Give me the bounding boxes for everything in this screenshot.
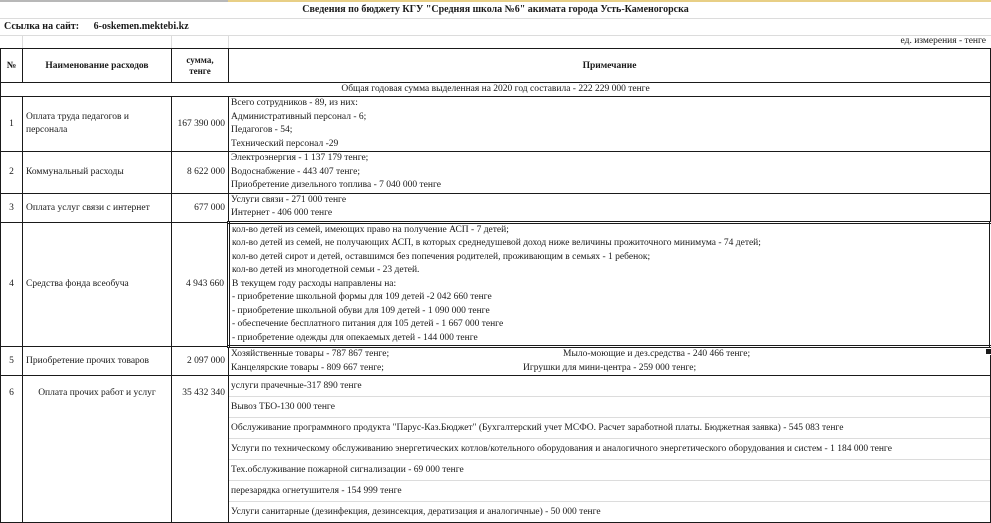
unit-note: ед. измерения - тенге (900, 36, 986, 46)
row-num: 5 (1, 347, 23, 376)
site-link-row (4, 18, 189, 35)
note-line: Административный персонал - 6; (231, 111, 367, 122)
selection-handle[interactable] (985, 348, 991, 355)
note-line (229, 362, 990, 376)
table-row (1, 97, 991, 152)
col-header-sum: сумма, тенге (172, 49, 229, 83)
note-line: Обслуживание программного продукта "Парус-Каз.Бюджет" (Бухгалтерский учет МСФО. Расчет заработной платы. Бюджетная заявка) - 545 083 тенге (229, 418, 990, 439)
row-name: Коммунальный расходы (23, 152, 172, 194)
table-row (1, 376, 991, 523)
col-header-name: Наименование расходов (23, 49, 172, 83)
note-line: Услуги связи - 271 000 тенге (231, 194, 347, 205)
grid-line (0, 35, 991, 36)
note-line: Вывоз ТБО-130 000 тенге (229, 397, 990, 418)
note-line: - приобретение школьной обуви для 109 детей - 1 090 000 тенге (232, 305, 490, 316)
row-note (229, 376, 991, 523)
row-name: Оплата услуг связи с интернет (23, 193, 172, 222)
note-line: услуги прачечные-317 890 тенге (229, 376, 990, 397)
note-line: Всего сотрудников - 89, из них: (231, 98, 358, 108)
row-name: Оплата прочих работ и услуг (23, 376, 172, 523)
site-label: Ссылка на сайт: (4, 21, 80, 32)
row-note (229, 97, 991, 152)
row-name: Оплата труда педагогов и персонала (23, 97, 172, 152)
total-line: Общая годовая сумма выделенная на 2020 год составила - 222 229 000 тенге (1, 83, 991, 97)
note-line: Электроэнергия - 1 137 179 тенге; (231, 153, 369, 163)
note-right: Игрушки для мини-центра - 259 000 тенге; (523, 362, 697, 373)
row-note (229, 347, 991, 376)
sheet-title: Сведения по бюджету КГУ "Средняя школа №6" акимата города Усть-Каменогорска (302, 4, 689, 15)
grid-line (22, 35, 23, 48)
note-line: Услуги санитарные (дезинфекция, дезинсекция, дератизация и аналогичные) - 50 000 тенге (231, 507, 601, 517)
note-line: - приобретение одежды для опекаемых детей - 144 000 тенге (232, 332, 478, 343)
note-line: - обеспечение бесплатного питания для 105 детей - 1 667 000 тенге (232, 319, 504, 329)
note-line: Технический персонал -29 (231, 138, 339, 149)
note-line: кол-во детей сирот и детей, оставшимся без попечения родителей, проживающим в семьях - 1 ребенок; (232, 251, 651, 262)
row-num: 3 (1, 193, 23, 222)
row-sum: 2 097 000 (172, 347, 229, 376)
budget-table (0, 48, 991, 523)
table-row (1, 347, 991, 376)
row-num: 2 (1, 152, 23, 194)
row-sum: 4 943 660 (172, 222, 229, 347)
total-row (1, 83, 991, 97)
note-line: Услуги по техническому обслуживанию энергетических котлов/котельного оборудования и аналогичного энергетического оборудования и систем - 1 184 000 тенге (229, 439, 990, 460)
note-line: - приобретение школьной формы для 109 детей -2 042 660 тенге (232, 292, 492, 302)
note-line: В текущем году расходы направлены на: (232, 278, 397, 289)
row-sum: 167 390 000 (172, 97, 229, 152)
grid-line (228, 35, 229, 48)
row-name: Приобретение прочих товаров (23, 347, 172, 376)
row-sum: 677 000 (172, 193, 229, 222)
row-num: 4 (1, 222, 23, 347)
note-line: кол-во детей из многодетной семьи - 23 детей. (232, 265, 420, 275)
note-line (229, 348, 990, 362)
row-num: 1 (1, 97, 23, 152)
note-line: Интернет - 406 000 тенге (231, 208, 333, 218)
row-sum: 35 432 340 (172, 376, 229, 523)
note-line: кол-во детей из семей, имеющих право на получение АСП - 7 детей; (232, 224, 509, 235)
col-header-note: Примечание (229, 49, 991, 83)
site-link[interactable]: 6-oskemen.mektebi.kz (93, 21, 189, 32)
header-row (1, 49, 991, 83)
row-num: 6 (1, 376, 23, 523)
grid-line (171, 35, 172, 48)
row-name: Средства фонда всеобуча (23, 222, 172, 347)
table-row (1, 222, 991, 347)
note-line: кол-во детей из семей, не получающих АСП, в которых среднедушевой доход ниже величины прожиточного минимума - 74 детей; (232, 238, 761, 248)
row-note (229, 193, 991, 222)
row-note-selected[interactable] (229, 222, 991, 347)
note-line: Педагогов - 54; (231, 125, 293, 135)
col-header-num: № (1, 49, 23, 83)
note-left: Канцелярские товары - 809 667 тенге; (231, 362, 384, 373)
row-note (229, 152, 991, 194)
table-row (1, 193, 991, 222)
note-left: Хозяйственные товары - 787 867 тенге; (231, 349, 390, 359)
row-sum: 8 622 000 (172, 152, 229, 194)
note-line: Тех.обслуживание пожарной сигнализации - 69 000 тенге (229, 460, 990, 481)
note-line: Водоснабжение - 443 407 тенге; (231, 166, 361, 177)
note-line: Приобретение дизельного топлива - 7 040 000 тенге (231, 180, 441, 190)
note-right: Мыло-моющие и дез.средства - 240 466 тенге; (563, 349, 751, 359)
note-line: перезарядка огнетушителя - 154 999 тенге (229, 481, 990, 502)
table-row (1, 152, 991, 194)
